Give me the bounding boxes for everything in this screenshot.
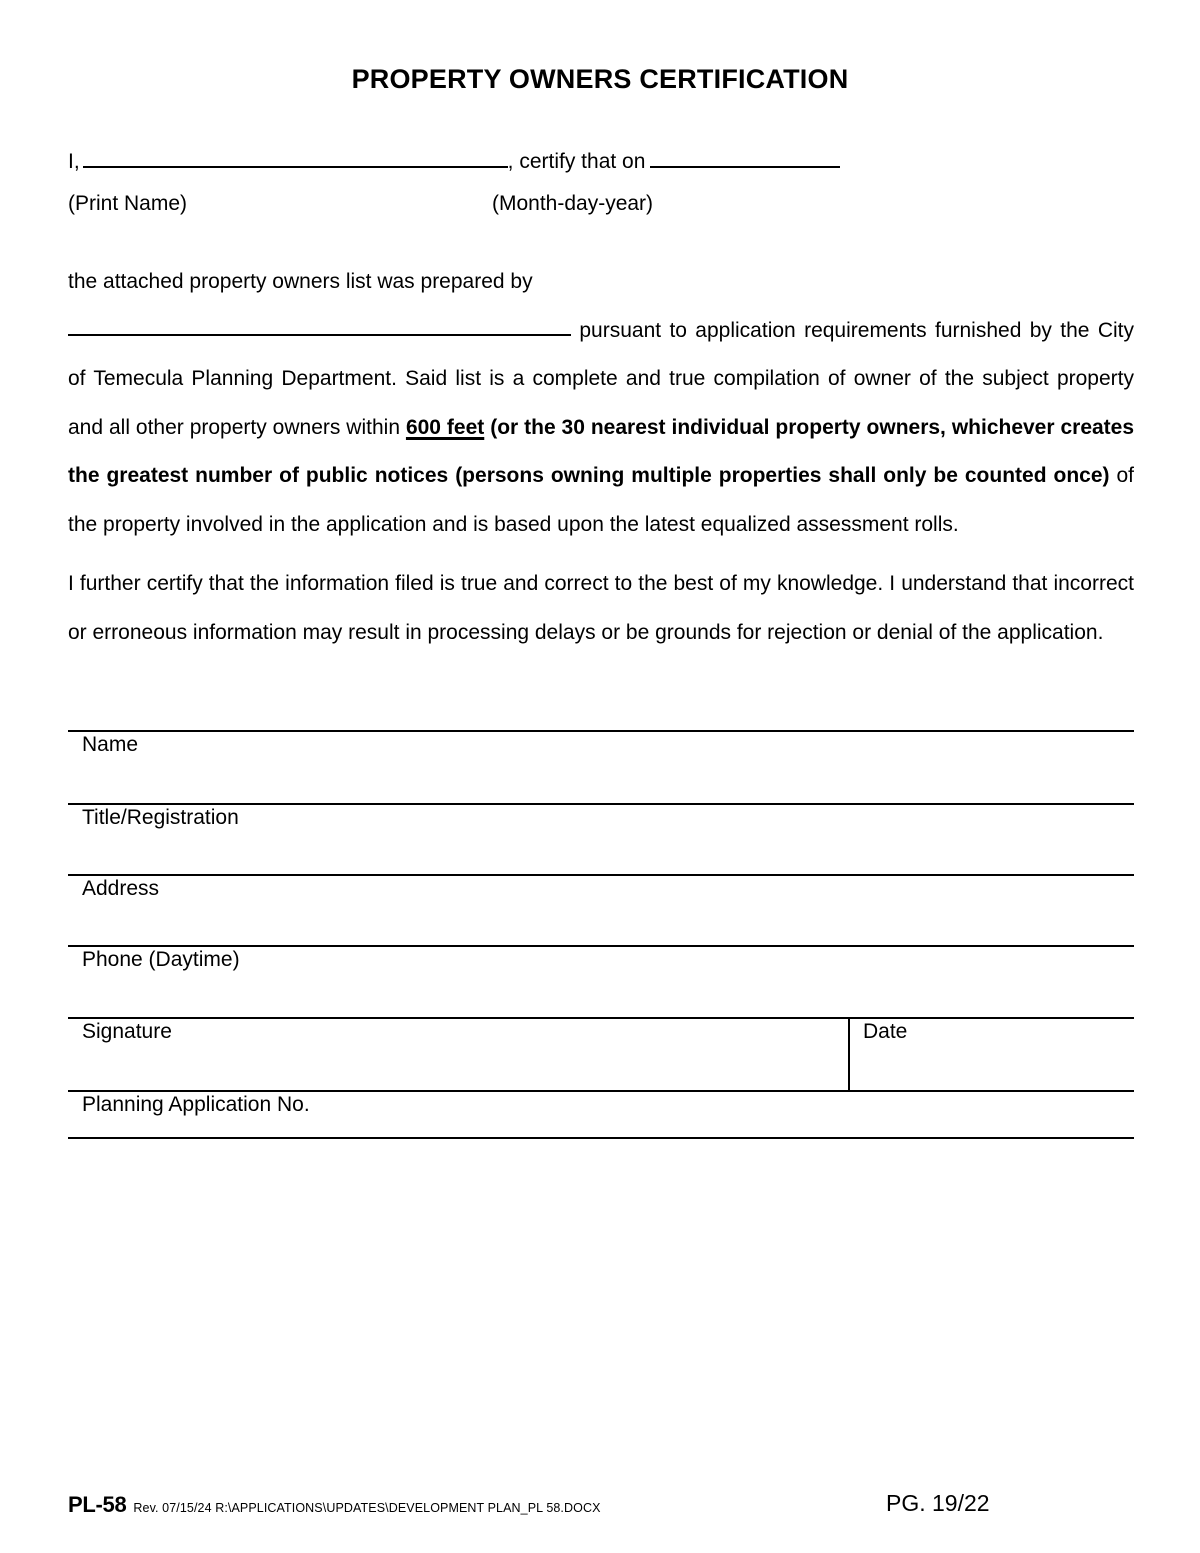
intro-certify-text: , certify that on [507, 150, 646, 173]
field-label-planning-application-no: Planning Application No. [82, 1093, 310, 1116]
field-label-phone: Phone (Daytime) [82, 948, 240, 971]
signature-rule [68, 1017, 1134, 1019]
paragraph-one-bold-clause: (or the 30 nearest individual property owners, whichever creates the greatest number of public notices (persons owning multiple properties shall only be counted once) [68, 415, 1135, 487]
phone-rule [68, 945, 1134, 947]
paragraph-one-continuation: pursuant to application requirements furnished by the City of Temecula Planning Department. Said list is a complete and true compilation of owner of the subject property and all other property owners within [68, 318, 1134, 439]
field-label-signature: Signature [82, 1020, 172, 1043]
field-label-address: Address [82, 877, 160, 900]
print-name-caption: (Print Name) [68, 192, 188, 215]
prepared-by-line: the attached property owners list was prepared by [68, 270, 533, 293]
planning-application-rule [68, 1090, 1134, 1092]
page-number: PG. 19/22 [886, 1490, 990, 1516]
title-registration-rule [68, 803, 1134, 805]
field-label-date: Date [863, 1020, 908, 1043]
paragraph-two: I further certify that the information filed is true and correct to the best of my knowledge. I understand that incorrect or erroneous information may result in processing delays or be grounds for rejection or denial of the application. [68, 572, 1134, 644]
revision-path: Rev. 07/15/24 R:\APPLICATIONS\UPDATES\DEVELOPMENT PLAN_PL 58.DOCX [133, 1501, 601, 1515]
intro-i-label: I, [68, 150, 80, 173]
form-code: PL-58 [68, 1492, 127, 1517]
page-title: PROPERTY OWNERS CERTIFICATION [351, 64, 849, 94]
footer-left-group [68, 1492, 601, 1518]
address-rule [68, 874, 1134, 876]
month-day-year-caption: (Month-day-year) [492, 192, 654, 215]
signature-date-divider [848, 1017, 850, 1091]
page-footer [68, 1492, 1134, 1532]
form-closing-rule [68, 1137, 1134, 1139]
paragraph-one-tail: of the property involved in the application and is based upon the latest equalized assessment rolls. [68, 464, 1134, 536]
distance-requirement: 600 feet [405, 415, 485, 439]
name-rule [68, 730, 1134, 732]
field-label-title-registration: Title/Registration [82, 806, 239, 829]
signature-form-block [68, 0, 1134, 1553]
field-label-name: Name [82, 733, 139, 756]
